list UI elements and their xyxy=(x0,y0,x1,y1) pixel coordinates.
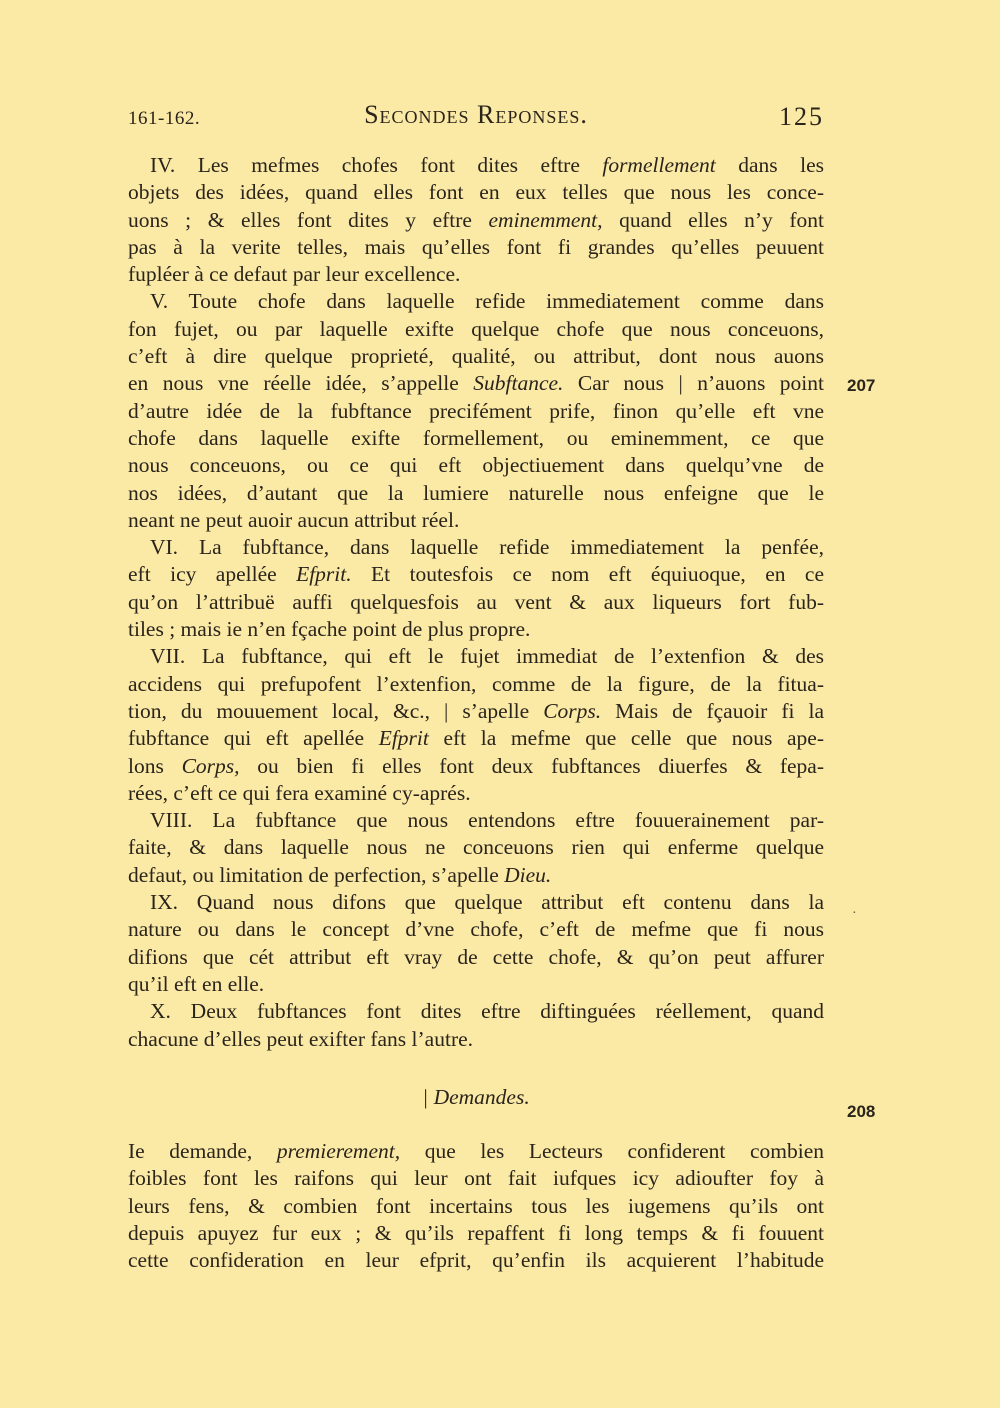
text-segment: difions que cét attribut eft vray de cette chofe, & qu’on peut affurer xyxy=(128,944,824,969)
text-line xyxy=(128,807,824,834)
text-segment: ou bien fi elles font deux fubftances diuerfes & fepa- xyxy=(239,753,824,778)
text-line xyxy=(128,234,824,261)
text-line xyxy=(128,780,824,807)
text-segment: quand elles n’y font xyxy=(602,207,824,232)
text-line xyxy=(128,425,824,452)
text-line xyxy=(128,616,824,643)
text-line xyxy=(128,971,824,998)
text-segment: VII. La fubftance, qui eft le fujet immediat de l’extenfion & des xyxy=(150,644,824,669)
definition-paragraph xyxy=(128,889,824,998)
text-segment: Mais de fçauoir fi la xyxy=(601,698,824,723)
text-line xyxy=(128,179,824,206)
italic-term: formellement xyxy=(602,153,716,177)
text-segment: VI. La fubftance, dans laquelle refide immediatement la penfée, xyxy=(150,535,824,560)
definition-paragraph xyxy=(128,288,824,534)
running-title: Secondes Reponses. xyxy=(364,100,588,129)
definition-paragraph xyxy=(128,152,824,288)
definition-paragraph xyxy=(128,807,824,889)
italic-term: Corps, xyxy=(181,753,240,778)
text-line xyxy=(128,1138,824,1165)
margin-mark: · xyxy=(852,906,857,921)
text-line xyxy=(128,1220,824,1247)
text-segment: d’autre idée de la fubftance precifément prife, finon qu’elle eft vne xyxy=(128,398,824,423)
margin-page-number-207: 207 xyxy=(847,376,876,395)
text-segment: Et toutesfois ce nom eft équiuoque, en ce xyxy=(351,562,824,587)
text-segment: X. Deux fubftances font dites eftre diftinguées réellement, quand xyxy=(150,999,824,1024)
text-segment: objets des idées, quand elles font en eux telles que nous les conce- xyxy=(128,180,824,205)
margin-page-number-208: 208 xyxy=(847,1102,876,1121)
text-line xyxy=(128,480,824,507)
text-segment: tion, du mouuement local, &c., | s’apelle xyxy=(128,698,544,723)
text-line xyxy=(128,1165,824,1192)
italic-term: Efprit. xyxy=(296,562,352,587)
text-segment: fubftance qui eft apellée xyxy=(128,726,379,751)
text-segment: chofe dans laquelle exifte formellement, ou eminemment, ce que xyxy=(128,425,824,450)
text-line xyxy=(128,343,824,370)
text-segment: dans les xyxy=(715,153,825,177)
section-heading: | Demandes. xyxy=(422,1084,530,1109)
italic-term: Subftance. xyxy=(473,371,564,396)
text-segment: nos idées, d’autant que la lumiere naturelle nous enfeigne que le xyxy=(128,480,824,505)
text-segment: foibles font les raifons qui leur ont fait iufques icy adioufter foy à xyxy=(128,1166,824,1191)
text-line xyxy=(128,207,824,234)
text-line xyxy=(128,316,824,343)
text-segment: eft icy apellée xyxy=(128,562,297,587)
text-segment: accidens qui prefupofent l’extenfion, comme de la figure, de la fitua- xyxy=(128,671,824,696)
italic-term: Efprit xyxy=(378,726,429,751)
text-line xyxy=(128,1193,824,1220)
text-segment: V. Toute chofe dans laquelle refide immediatement comme dans xyxy=(150,289,824,314)
text-line xyxy=(128,1247,824,1274)
text-line xyxy=(128,862,824,889)
text-line xyxy=(128,998,824,1025)
text-segment: rées, c’eft ce qui fera examiné cy-aprés. xyxy=(128,780,471,805)
text-line xyxy=(128,288,824,315)
text-line xyxy=(128,452,824,479)
text-line xyxy=(128,671,824,698)
text-segment: chacune d’elles peut exifter fans l’autre. xyxy=(128,1026,474,1051)
text-segment: pas à la verite telles, mais qu’elles font fi grandes qu’elles peuuent xyxy=(128,234,824,259)
definition-paragraph xyxy=(128,998,824,1053)
text-line xyxy=(128,725,824,752)
text-segment: depuis apuyez fur eux ; & qu’ils repaffent fi long temps & fi fouuent xyxy=(128,1220,824,1245)
definition-paragraph xyxy=(128,643,824,807)
text-segment: VIII. La fubftance que nous entendons eftre fouuerainement par- xyxy=(150,808,824,833)
page-number: 125 xyxy=(779,102,824,131)
text-segment: c’eft à dire quelque proprieté, qualité, ou attribut, dont nous auons xyxy=(128,344,824,369)
definition-paragraph xyxy=(128,534,824,643)
text-line xyxy=(128,370,824,397)
text-segment: en nous vne réelle idée, s’appelle xyxy=(128,371,474,396)
text-segment: neant ne peut auoir aucun attribut réel. xyxy=(128,507,460,532)
text-segment: uons ; & elles font dites y eftre xyxy=(128,207,489,232)
text-line xyxy=(128,561,824,588)
text-line xyxy=(128,589,824,616)
page-range: 161-162. xyxy=(128,108,201,129)
text-line xyxy=(128,834,824,861)
text-segment: Ie demande, xyxy=(128,1139,277,1164)
text-line xyxy=(128,643,824,670)
text-segment: lons xyxy=(128,753,182,778)
italic-term: eminemment, xyxy=(488,207,603,232)
text-line xyxy=(128,916,824,943)
text-segment: fupléer à ce defaut par leur excellence. xyxy=(128,262,461,287)
text-segment: Car nous | n’auons point xyxy=(563,371,824,396)
text-line xyxy=(128,398,824,425)
italic-term: Dieu. xyxy=(504,862,552,887)
text-segment: que les Lecteurs confiderent combien xyxy=(400,1139,824,1164)
text-segment: IX. Quand nous difons que quelque attribut eft contenu dans la xyxy=(150,890,824,915)
text-line xyxy=(128,261,824,288)
text-line xyxy=(128,698,824,725)
italic-term: Corps. xyxy=(543,698,602,723)
text-line xyxy=(128,534,824,561)
text-segment: tiles ; mais ie n’en fçache point de plus propre. xyxy=(128,617,531,642)
text-segment: qu’il eft en elle. xyxy=(128,971,265,996)
text-segment: cette confideration en leur efprit, qu’enfin ils acquierent l’habitude xyxy=(128,1248,824,1273)
text-segment: IV. Les mefmes chofes font dites eftre xyxy=(150,153,603,177)
italic-term: premierement, xyxy=(276,1139,401,1164)
text-line xyxy=(128,889,824,916)
text-segment: leurs fens, & combien font incertains tous les iugemens qu’ils ont xyxy=(128,1193,824,1218)
text-segment: nature ou dans le concept d’vne chofe, c’eft de mefme que fi nous xyxy=(128,917,824,942)
text-line xyxy=(128,753,824,780)
text-line xyxy=(128,944,824,971)
text-segment: eft la mefme que celle que nous ape- xyxy=(428,726,824,751)
text-line xyxy=(128,152,824,179)
text-segment: qu’on l’attribuë auffi quelquesfois au vent & aux liqueurs fort fub- xyxy=(128,589,824,614)
page-header xyxy=(128,100,824,140)
text-segment: defaut, ou limitation de perfection, s’apelle xyxy=(128,862,505,887)
text-line xyxy=(128,1026,824,1053)
text-segment: fon fujet, ou par laquelle exifte quelque chofe que nous conceuons, xyxy=(128,316,824,341)
demandes-paragraph xyxy=(128,1138,824,1274)
body-text xyxy=(128,152,824,1275)
text-line xyxy=(128,507,824,534)
text-segment: faite, & dans laquelle nous ne conceuons rien qui enferme quelque xyxy=(128,835,824,860)
text-segment: nous conceuons, ou ce qui eft objectiuement dans quelqu’vne de xyxy=(128,453,824,478)
